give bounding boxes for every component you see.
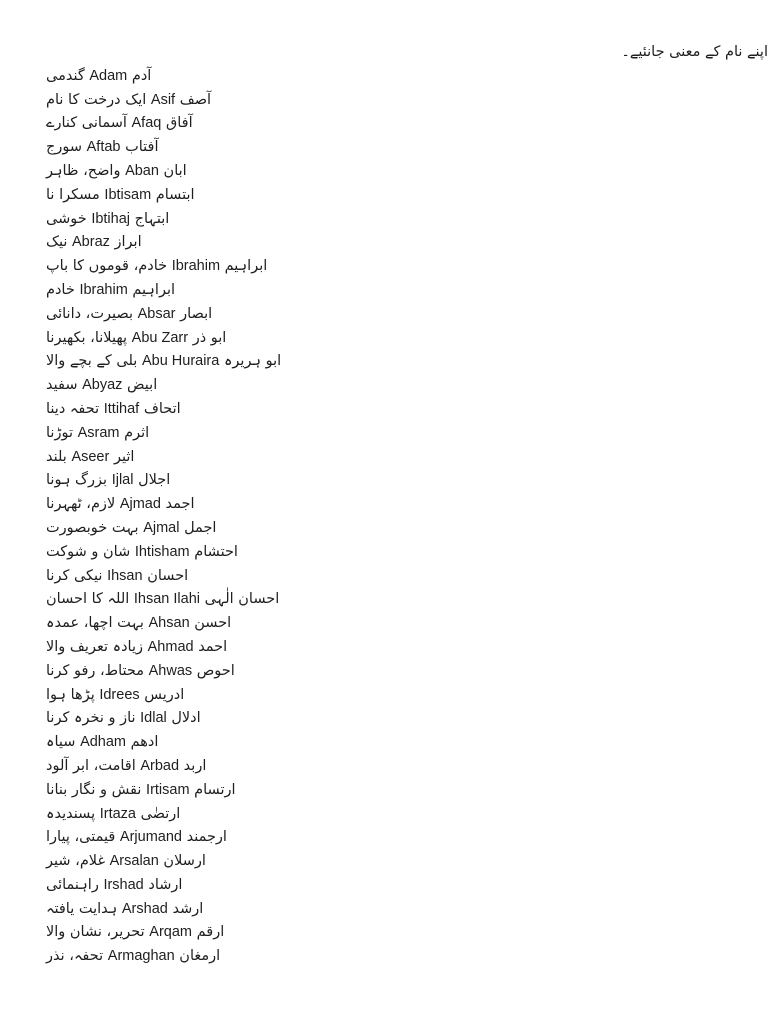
name-meaning: بصیرت، دانائی	[46, 305, 133, 322]
name-meaning: خادم	[46, 281, 75, 298]
list-item	[46, 184, 768, 208]
urdu-name: احوص	[196, 662, 235, 679]
urdu-name: ابو ہریرہ	[223, 353, 282, 370]
roman-name: Aseer	[71, 448, 110, 465]
name-meaning: نیک	[46, 234, 68, 251]
page-title: اپنے نام کے معنی جانئیے۔	[621, 44, 768, 60]
roman-name: Ihsan	[107, 567, 143, 584]
urdu-name: اتحاف	[143, 400, 181, 417]
roman-name: Ibrahim	[171, 258, 221, 275]
name-meaning: ایک درخت کا نام	[46, 91, 147, 108]
urdu-name: ابصار	[180, 305, 213, 322]
urdu-name: آدم	[131, 67, 152, 84]
urdu-name: ابراہیم	[224, 258, 268, 275]
list-item	[46, 850, 768, 874]
urdu-name: ابو ذر	[192, 329, 227, 346]
name-meaning: پڑھا ہوا	[46, 686, 95, 703]
roman-name: Ittihaf	[103, 400, 140, 417]
list-item	[46, 65, 768, 89]
urdu-name: ارتضٰی	[140, 805, 181, 822]
name-meaning: قیمتی، پیارا	[46, 829, 116, 846]
name-meaning: گندمی	[46, 67, 85, 84]
list-item	[46, 208, 768, 232]
name-meaning: ہدایت یافتہ	[46, 900, 118, 917]
urdu-name: ادھم	[130, 734, 159, 751]
name-meaning: اقامت، ابر آلود	[46, 757, 136, 774]
roman-name: Arshad	[121, 900, 168, 917]
roman-name: Ibtisam	[104, 186, 152, 203]
roman-name: Ajmad	[119, 496, 161, 513]
urdu-name: اربد	[183, 757, 207, 774]
name-meaning: محتاط، رفو کرنا	[46, 662, 145, 679]
list-item	[46, 422, 768, 446]
roman-name: Asram	[77, 424, 120, 441]
list-item	[46, 945, 768, 969]
roman-name: Abu Zarr	[131, 329, 189, 346]
list-item	[46, 398, 768, 422]
name-meaning: شان و شوکت	[46, 543, 131, 560]
roman-name: Arjumand	[119, 829, 182, 846]
name-meaning: خادم، قوموں کا باپ	[46, 258, 168, 275]
urdu-name: اثیر	[113, 448, 135, 465]
urdu-name: اجمل	[184, 519, 217, 536]
urdu-name: ادریس	[144, 686, 185, 703]
name-meaning: غلام، شیر	[46, 853, 106, 870]
roman-name: Ijlal	[111, 472, 134, 489]
urdu-name: اجلال	[138, 472, 171, 489]
roman-name: Ahwas	[148, 662, 193, 679]
list-item	[46, 279, 768, 303]
roman-name: Ibtihaj	[91, 210, 131, 227]
name-meaning: سورج	[46, 139, 83, 156]
urdu-name: اجمد	[165, 496, 195, 513]
urdu-name: احسان الٰہی	[204, 591, 280, 608]
roman-name: Arbad	[140, 757, 180, 774]
roman-name: Ihtisham	[134, 543, 190, 560]
name-meaning: ناز و نخرہ کرنا	[46, 710, 136, 727]
list-item	[46, 350, 768, 374]
name-meaning: توڑنا	[46, 424, 73, 441]
list-item	[46, 874, 768, 898]
urdu-name: ارمغان	[179, 948, 221, 965]
urdu-name: ابراہیم	[132, 281, 176, 298]
list-item	[46, 446, 768, 470]
roman-name: Ibrahim	[79, 281, 128, 298]
urdu-name: ارجمند	[186, 829, 227, 846]
name-meaning: مسکرا نا	[46, 186, 100, 203]
name-meaning: خوشی	[46, 210, 87, 227]
roman-name: Armaghan	[107, 948, 175, 965]
name-meaning: لازم، ٹھہرنا	[46, 496, 116, 513]
name-meaning: نقش و نگار بنانا	[46, 781, 142, 798]
urdu-name: آفتاب	[125, 139, 159, 156]
list-item	[46, 327, 768, 351]
name-meaning: تحفہ دینا	[46, 400, 100, 417]
name-meaning: نیکی کرنا	[46, 567, 103, 584]
list-item	[46, 112, 768, 136]
name-meaning: واضح، ظاہر	[46, 162, 121, 179]
list-item	[46, 612, 768, 636]
list-item	[46, 660, 768, 684]
urdu-name: ارشد	[172, 900, 204, 917]
name-meaning: بہت اچھا، عمدہ	[46, 615, 144, 632]
list-item	[46, 636, 768, 660]
urdu-name: ارقم	[196, 924, 225, 941]
list-item	[46, 255, 768, 279]
list-item	[46, 541, 768, 565]
roman-name: Adham	[80, 734, 127, 751]
name-meaning-list	[46, 65, 768, 969]
roman-name: Adam	[89, 67, 128, 84]
list-item	[46, 755, 768, 779]
name-meaning: اللہ کا احسان	[46, 591, 130, 608]
list-item	[46, 707, 768, 731]
list-item	[46, 565, 768, 589]
list-item	[46, 684, 768, 708]
urdu-name: ابتسام	[155, 186, 195, 203]
roman-name: Irshad	[103, 876, 144, 893]
roman-name: Aftab	[86, 139, 121, 156]
roman-name: Absar	[137, 305, 176, 322]
name-meaning: سیاہ	[46, 734, 76, 751]
urdu-name: ابان	[163, 162, 187, 179]
name-meaning: راہنمائی	[46, 876, 99, 893]
list-item	[46, 826, 768, 850]
roman-name: Abyaz	[82, 377, 123, 394]
name-meaning: آسمانی کنارے	[46, 115, 127, 132]
list-item	[46, 469, 768, 493]
urdu-name: ارتسام	[194, 781, 236, 798]
name-meaning: زیادہ تعریف والا	[46, 638, 144, 655]
roman-name: Arqam	[149, 924, 192, 941]
list-item	[46, 779, 768, 803]
roman-name: Ahmad	[147, 638, 194, 655]
name-meaning: بلی کے بچے والا	[46, 353, 138, 370]
urdu-name: ابیض	[127, 377, 158, 394]
urdu-name: احسان	[147, 567, 189, 584]
roman-name: Irtaza	[99, 805, 136, 822]
list-item	[46, 89, 768, 113]
roman-name: Asif	[150, 91, 176, 108]
roman-name: Ahsan	[148, 615, 190, 632]
urdu-name: ابراز	[114, 234, 142, 251]
list-item	[46, 517, 768, 541]
name-meaning: پھیلانا، بکھیرنا	[46, 329, 128, 346]
list-item	[46, 136, 768, 160]
roman-name: Abu Huraira	[141, 353, 220, 370]
list-item	[46, 898, 768, 922]
name-meaning: بزرگ ہونا	[46, 472, 108, 489]
urdu-name: ارسلان	[163, 853, 206, 870]
name-meaning: سفید	[46, 377, 78, 394]
urdu-name: آفاق	[165, 115, 193, 132]
list-item	[46, 231, 768, 255]
list-item	[46, 803, 768, 827]
urdu-name: ارشاد	[148, 876, 183, 893]
urdu-name: آصف	[179, 91, 212, 108]
list-item	[46, 588, 768, 612]
roman-name: Ajmal	[143, 519, 180, 536]
list-item	[46, 303, 768, 327]
roman-name: Idrees	[99, 686, 140, 703]
list-item	[46, 731, 768, 755]
name-meaning: تحریر، نشان والا	[46, 924, 145, 941]
list-item	[46, 493, 768, 517]
roman-name: Ihsan Ilahi	[133, 591, 200, 608]
urdu-name: ابتہاج	[134, 210, 170, 227]
name-meaning: بہت خوبصورت	[46, 519, 139, 536]
name-meaning: بلند	[46, 448, 67, 465]
urdu-name: احسن	[194, 615, 232, 632]
urdu-name: احتشام	[194, 543, 238, 560]
roman-name: Irtisam	[146, 781, 190, 798]
list-item	[46, 374, 768, 398]
urdu-name: اثرم	[124, 424, 150, 441]
urdu-name: احمد	[198, 638, 228, 655]
roman-name: Aban	[125, 162, 159, 179]
name-meaning: پسندیدہ	[46, 805, 96, 822]
name-meaning: تحفہ، نذر	[46, 948, 104, 965]
roman-name: Abraz	[72, 234, 110, 251]
urdu-name: ادلال	[171, 710, 201, 727]
roman-name: Afaq	[131, 115, 162, 132]
list-item	[46, 160, 768, 184]
list-item	[46, 921, 768, 945]
roman-name: Idlal	[140, 710, 167, 727]
roman-name: Arsalan	[109, 853, 159, 870]
